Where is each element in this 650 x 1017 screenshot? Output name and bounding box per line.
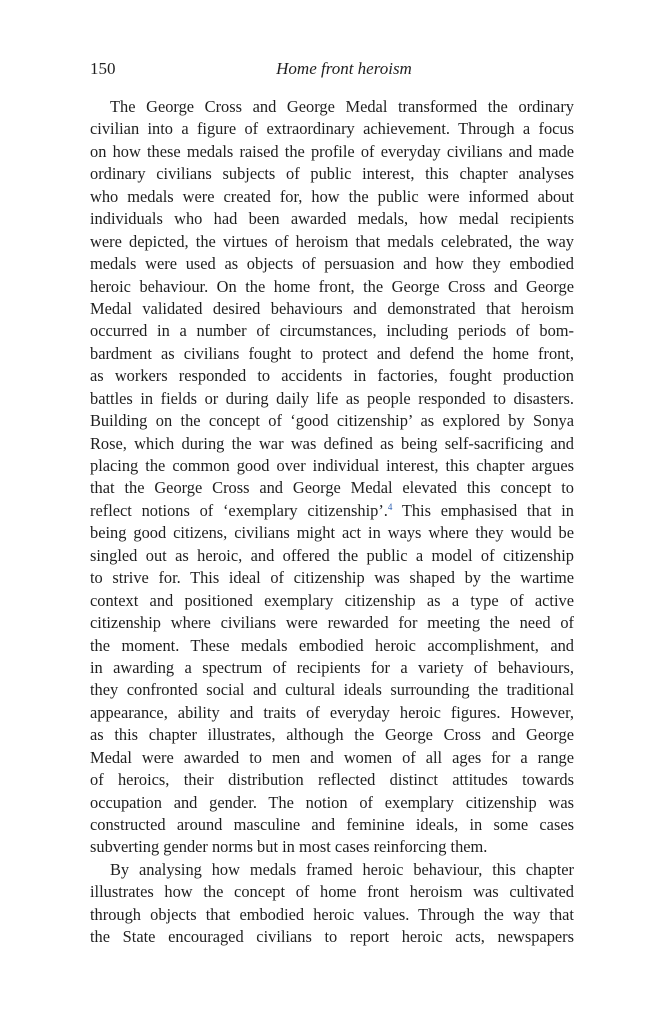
paragraph-1-line-9: heroic behaviour. On the home front, the George Cross and George — [90, 276, 574, 296]
paragraph-1-line-11: occurred in a number of circumstances, including periods of bom- — [90, 321, 574, 341]
paragraph-1-line-10: Medal validated desired behaviours and demonstrated that heroism — [90, 298, 574, 318]
paragraph-1-line-28: appearance, ability and traits of everyday heroic figures. However, — [90, 702, 574, 722]
paragraph-1-line-20: being good citizens, civilians might act in ways where they would be — [90, 523, 574, 543]
paragraph-1-line-16: Rose, which during the war was defined as being self-sacrificing and — [90, 433, 574, 453]
paragraph-1-line-33: constructed around masculine and feminine ideals, in some cases — [90, 815, 574, 834]
paragraph-1-line-7: were depicted, the virtues of heroism that medals celebrated, the way — [90, 231, 574, 251]
paragraph-1-line-27: they confronted social and cultural ideals surrounding the traditional — [90, 680, 574, 700]
paragraph-1-line-2: civilian into a figure of extraordinary achievement. Through a focus — [90, 119, 574, 139]
paragraph-1-line-21: singled out as heroic, and offered the public a model of citizenship — [90, 545, 574, 565]
line-19-text: reflect notions of ‘exemplary citizenship’. — [90, 500, 388, 520]
paragraph-1-line-26: in awarding a spectrum of recipients for a variety of behaviours, — [90, 657, 574, 677]
paragraph-1-line-17: placing the common good over individual interest, this chapter argues — [90, 456, 574, 475]
paragraph-1-line-14: battles in fields or during daily life as people responded to disasters. — [90, 388, 574, 408]
paragraph-1-line-3: on how these medals raised the profile of everyday civilians and made — [90, 141, 574, 161]
paragraph-1-line-31: of heroics, their distribution reflected distinct attitudes towards — [90, 770, 574, 790]
paragraph-1-line-29: as this chapter illustrates, although the George Cross and George — [90, 725, 574, 745]
paragraph-2-line-1: By analysing how medals framed heroic behaviour, this chapter — [110, 859, 574, 879]
paragraph-1-line-34: subverting gender norms but in most cases reinforcing them. — [90, 837, 488, 857]
line-19-tail: This emphasised that in — [392, 500, 574, 520]
paragraph-1-line-23: context and positioned exemplary citizenship as a type of active — [90, 590, 574, 610]
body-text — [90, 96, 574, 949]
paragraph-1-line-4: ordinary civilians subjects of public interest, this chapter analyses — [90, 164, 574, 184]
paragraph-1-line-25: the moment. These medals embodied heroic accomplishment, and — [90, 635, 574, 655]
paragraph-1-line-13: as workers responded to accidents in factories, fought production — [90, 366, 574, 386]
paragraph-2-line-2: illustrates how the concept of home front heroism was cultivated — [90, 882, 574, 902]
paragraph-2-line-4: the State encouraged civilians to report heroic acts, newspapers — [90, 927, 574, 947]
paragraph-1-line-32: occupation and gender. The notion of exemplary citizenship was — [90, 792, 574, 812]
paragraph-1-line-8: medals were used as objects of persuasion and how they embodied — [90, 254, 574, 274]
paragraph-1-line-6: individuals who had been awarded medals, how medal recipients — [90, 209, 574, 229]
paragraph-1-line-30: Medal were awarded to men and women of all ages for a range — [90, 747, 574, 767]
paragraph-1-line-1: The George Cross and George Medal transformed the ordinary — [110, 97, 574, 116]
paragraph-1-line-19 — [90, 500, 574, 522]
paragraph-1-line-24: citizenship where civilians were rewarded for meeting the need of — [90, 613, 574, 633]
running-title: Home front heroism — [276, 59, 412, 78]
paragraph-1-line-22: to strive for. This ideal of citizenship was shaped by the wartime — [90, 568, 574, 588]
paragraph-2-line-3: through objects that embodied heroic values. Through the way that — [90, 904, 574, 924]
paragraph-1-line-5: who medals were created for, how the public were informed about — [90, 186, 574, 206]
paragraph-1-line-12: bardment as civilians fought to protect and defend the home front, — [90, 343, 574, 363]
paragraph-1-line-18: that the George Cross and George Medal elevated this concept to — [90, 478, 574, 498]
footnote-marker[interactable]: 4 — [387, 501, 393, 512]
page-number: 150 — [90, 59, 116, 78]
paragraph-1-line-15: Building on the concept of ‘good citizenship’ as explored by Sonya — [90, 411, 574, 431]
running-head — [90, 57, 574, 81]
